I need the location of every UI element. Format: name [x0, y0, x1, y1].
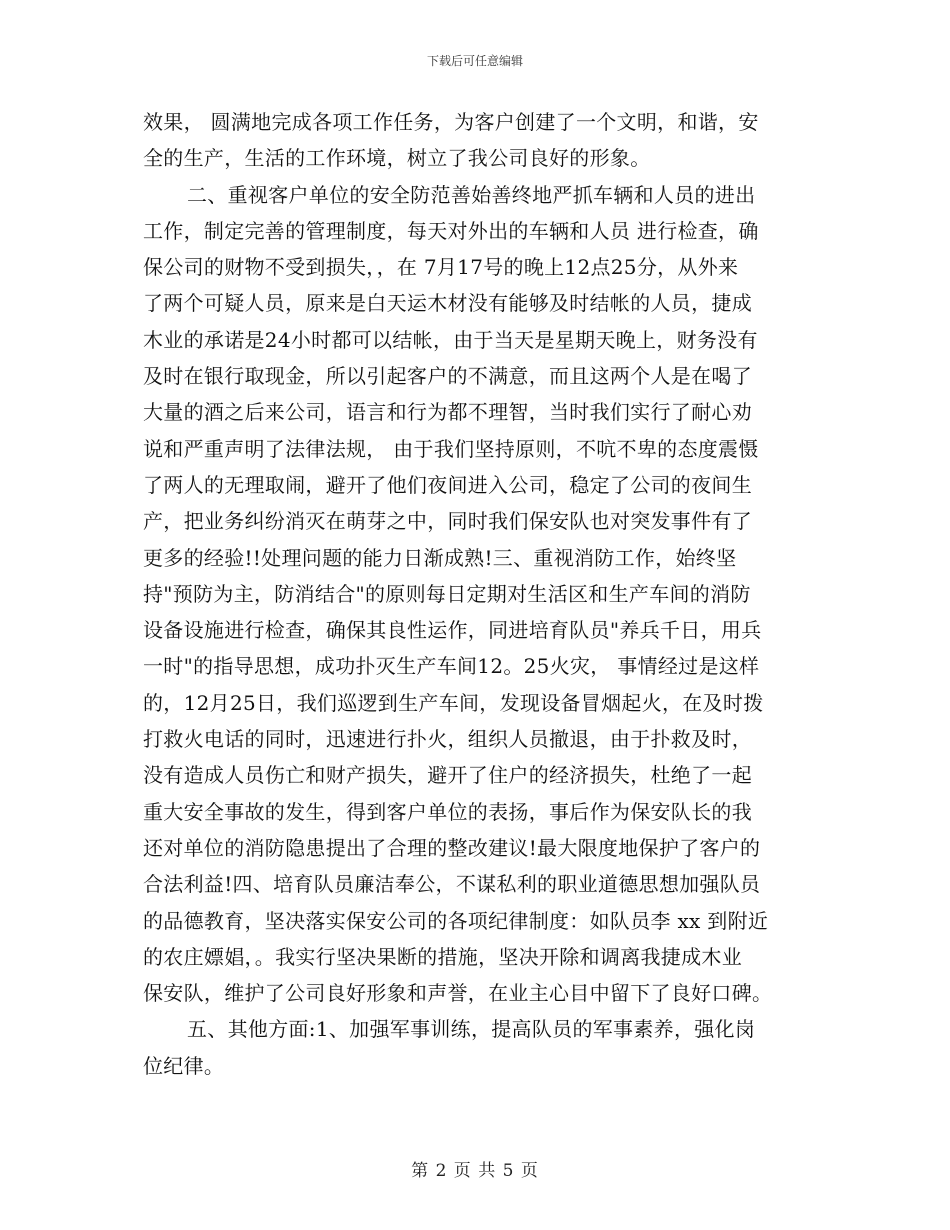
text-line: 还对单位的消防隐患提出了合理的整改建议!最大限度地保护了客户的 [143, 835, 761, 860]
text-line: 工作，制定完善的管理制度，每天对外出的车辆和人员 进行检查，确 [143, 218, 759, 243]
text-line: 合法利益!四、培育队员廉洁奉公，不谋私利的职业道德思想加强队员 [143, 872, 761, 897]
text-line: 说和严重声明了法律法规， 由于我们坚持原则，不吭不卑的态度震慑 [143, 436, 759, 461]
text-line: 产，把业务纠纷消灭在萌芽之中，同时我们保安队也对突发事件有了 [143, 509, 752, 534]
page-header: 下载后可任意编辑 [426, 54, 523, 68]
text-line: 及时在银行取现金，所以引起客户的不满意，而且这两个人是在喝了 [143, 364, 752, 389]
text-line: 位纪律。 [143, 1053, 225, 1078]
text-line: 效果， 圆满地完成各项工作任务，为客户创建了一个文明，和谐，安 [143, 110, 759, 134]
text-line: 重大安全事故的发生，得到客户单位的表扬，事后作为保安队长的我 [143, 799, 752, 824]
text-line: 保公司的财物不受到损失，，在 7月17号的晚上12点25分，从外来 [143, 255, 739, 280]
text-line: 更多的经验!!处理问题的能力日渐成熟!三、重视消防工作，始终坚 [143, 545, 737, 570]
text-line: 设备设施进行检查，确保其良性运作，同进培育队员"养兵千日，用兵 [143, 618, 762, 643]
text-line: 持"预防为主，防消结合"的原则每日定期对生活区和生产车间的消防 [143, 581, 751, 606]
text-line: 的品德教育，坚决落实保安公司的各项纪律制度：如队员李 xx 到附近 [143, 908, 769, 933]
text-line: 了两个可疑人员，原来是白天运木材没有能够及时结帐的人员，捷成 [143, 291, 752, 316]
text-line: 五、其他方面:1、加强军事训练，提高队员的军事素养，强化岗 [187, 1017, 756, 1042]
text-line: 保安队，维护了公司良好形象和声誉，在业主心目中留下了良好口碑。 [143, 981, 773, 1006]
text-line: 二、重视客户单位的安全防范善始善终地严抓车辆和人员的进出 [187, 182, 756, 207]
text-line: 打救火电话的同时，迅速进行扑火，组织人员撤退，由于扑救及时， [143, 727, 752, 752]
page-number-footer: 第 2 页 共 5 页 [411, 1161, 539, 1181]
text-line: 的农庄嫖娼，。我实行坚决果断的措施，坚决开除和调离我捷成木业 [143, 944, 742, 969]
document-body [143, 104, 813, 1084]
text-line: 的，12月25日，我们巡逻到生产车间，发现设备冒烟起火，在及时拨 [143, 690, 764, 715]
text-line: 没有造成人员伤亡和财产损失，避开了住户的经济损失，杜绝了一起 [143, 763, 752, 788]
text-line: 一时"的指导思想，成功扑灭生产车间12。25火灾， 事情经过是这样 [143, 654, 760, 679]
text-line: 大量的酒之后来公司，语言和行为都不理智，当时我们实行了耐心劝 [143, 400, 752, 425]
text-line: 木业的承诺是24小时都可以结帐，由于当天是星期天晚上，财务没有 [143, 327, 758, 352]
text-line: 全的生产，生活的工作环境，树立了我公司良好的形象。 [143, 146, 651, 171]
text-line: 了两人的无理取闹，避开了他们夜间进入公司，稳定了公司的夜间生 [143, 472, 752, 497]
